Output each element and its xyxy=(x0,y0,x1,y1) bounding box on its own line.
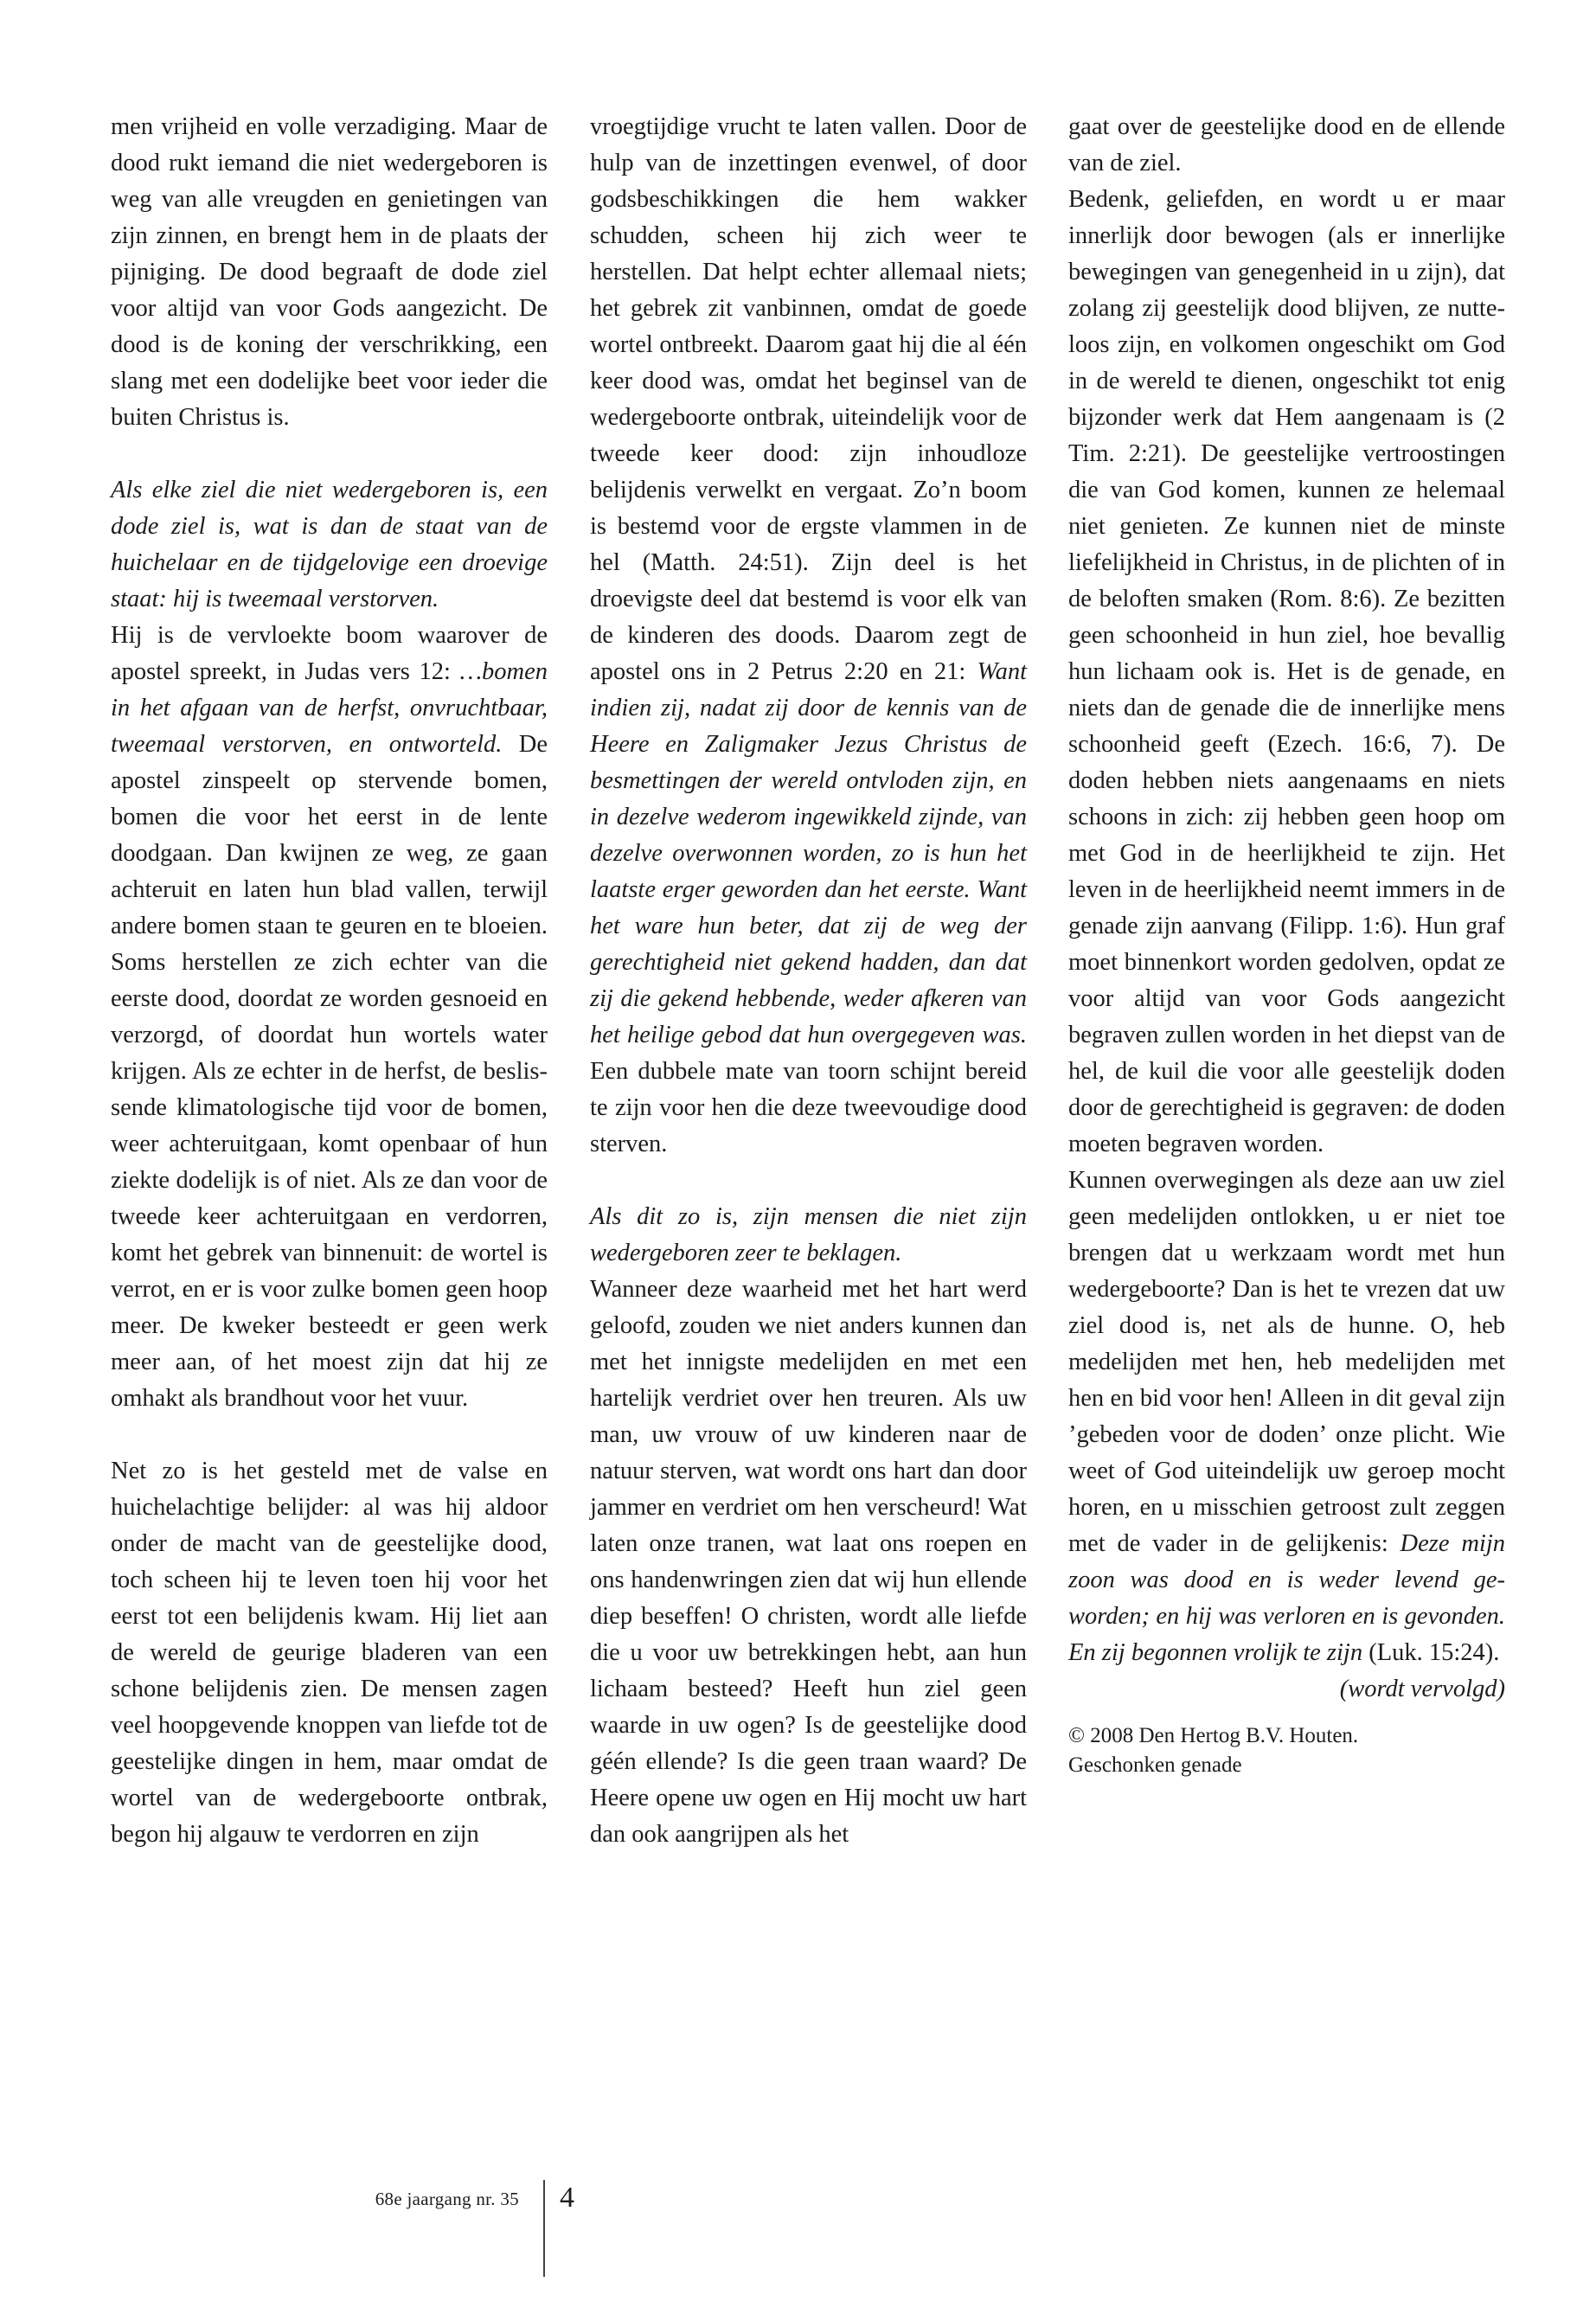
continued-note: (wordt vervolgd) xyxy=(1339,1676,1505,1702)
paragraph: Hij is de vervloekte boom waarover de apostel spreekt, in Judas vers 12: …bomen in het afgaan van de herfst, onvruchtbaar, tweemaal verstorven, en ontworteld. De apostel zinspeelt op stervende bomen, bomen die voor het eerst in de lente doodgaan. Dan kwijnen ze weg, ze gaan achteruit en laten hun blad vallen, terwijl andere bomen staan te geuren en te bloeien. Soms herstellen ze zich echter van die eerste dood, doordat ze worden gesnoeid en verzorgd, of doordat hun wortels water krijgen. Als ze echter in de herfst, de beslissende klimatologische tijd voor de bomen, weer achteruitgaan, komt openbaar of hun ziekte dodelijk is of niet. Als ze dan voor de tweede keer achteruitgaan en verdorren, komt het gebrek van binnenuit: de wortel is verrot, en er is voor zulke bomen geen hoop meer. De kweker besteedt er geen werk meer aan, of het moest zijn dat hij ze omhakt als brandhout voor het vuur. xyxy=(111,622,548,1412)
paragraph: Wanneer deze waarheid met het hart werd geloofd, zouden we niet anders kunnen dan met het innigste medelijden en met een hartelijk verdriet over hen treuren. Als uw man, uw vrouw of uw kinderen naar de natuur sterven, wat wordt ons hart dan door jammer en verdriet om hen verscheurd! Wat laten onze tranen, wat laat ons roepen en ons handenwringen zien dat wij hun ellende diep beseffen! O christen, wordt alle liefde die u voor uw betrekkingen hebt, aan hun lichaam besteed? Heeft hun ziel geen waarde in uw ogen? Is de geestelijke dood géén ellende? Is die geen traan waard? De Heere opene uw ogen en Hij mocht uw hart dan ook aangrijpen als het xyxy=(590,1276,1027,1848)
column-1 xyxy=(111,109,548,1853)
page-footer xyxy=(0,2180,1596,2284)
column-3-body xyxy=(1068,109,1505,1671)
paragraph: Net zo is het gesteld met de valse en huichelachtige belijder: al was hij aldoor onder de macht van de geestelijke dood, toch scheen hij te leven toen hij voor het eerst tot een belijdenis kwam. Hij liet aan de wereld de geurige bladeren van een schone belijdenis zien. De mensen zagen veel hoopgevende knoppen van liefde tot de geestelijke dingen in hem, maar omdat de wortel van de wedergeboorte ontbrak, begon hij algauw te verdorren en zijn xyxy=(111,1458,548,1848)
paragraph: Als elke ziel die niet wedergeboren is, een dode ziel is, wat is dan de staat van de huichelaar en de tijdgelovige een droevige staat: hij is tweemaal verstorven. xyxy=(111,477,548,612)
paragraph: gaat over de geestelijke dood en de ellende van de ziel. xyxy=(1068,113,1505,176)
paragraph: men vrijheid en volle verzadiging. Maar de dood rukt iemand die niet wedergeboren is weg van alle vreugden en genietingen van zijn zinnen, en brengt hem in de plaats der pijniging. De dood begraaft de dode ziel voor altijd van voor Gods aangezicht. De dood is de koning der verschrikking, een slang met een dodelijke beet voor ieder die buiten Christus is. xyxy=(111,113,548,431)
column-2 xyxy=(590,109,1027,1853)
paragraph: Kunnen overwegingen als deze aan uw ziel geen medelijden ontlokken, u er niet toe brengen dat u werkzaam wordt met hun wedergeboorte? Dan is het te vrezen dat uw ziel dood is, net als de hunne. O, heb medelijden met hen, heb medelijden met hen en bid voor hen! Alleen in dit geval zijn ’gebeden voor de doden’ onze plicht. Wie weet of God uiteindelijk uw geroep mocht horen, en u misschien getroost zult zeggen met de vader in de gelijkenis: Deze mijn zoon was dood en is weder levend geworden; en hij was verloren en is gevonden. En zij begonnen vrolijk te zijn (Luk. 15:24). xyxy=(1068,1167,1505,1666)
paragraph: Als dit zo is, zijn mensen die niet zijn wedergeboren zeer te beklagen. xyxy=(590,1203,1027,1266)
paragraph: Bedenk, geliefden, en wordt u er maar innerlijk door bewogen (als er innerlijke bewegingen van genegenheid in u zijn), dat zolang zij geestelijk dood blijven, ze nutteloos zijn, en volkomen ongeschikt om God in de wereld te dienen, ongeschikt tot enig bijzonder werk dat Hem aangenaam is (2 Tim. 2:21). De geestelijke vertroostingen die van God komen, kunnen ze helemaal niet genieten. Ze kunnen niet de minste liefelijkheid in Christus, in de plichten of in de beloften smaken (Rom. 8:6). Ze bezitten geen schoonheid in hun ziel, hoe bevallig hun lichaam ook is. Het is de genade, en niets dan de genade die de innerlijke mens schoonheid geeft (Ezech. 16:6, 7). De doden hebben niets aangenaams en niets schoons in zich: zij hebben geen hoop om met God in de heerlijkheid te zijn. Het leven in de heerlijkheid neemt immers in de genade zijn aanvang (Filipp. 1:6). Hun graf moet binnenkort worden gedolven, opdat ze voor altijd van voor Gods aangezicht begraven zullen worden in het diepst van de hel, de kuil die voor alle geestelijk doden door de gerechtigheid is gegraven: de doden moeten begraven worden. xyxy=(1068,186,1505,1157)
column-3 xyxy=(1068,109,1505,1780)
issue-label: 68e jaargang nr. 35 xyxy=(375,2189,519,2209)
copyright-line-2: Geschonken genade xyxy=(1068,1753,1242,1777)
footer-divider xyxy=(543,2180,545,2277)
page-number: 4 xyxy=(560,2182,574,2214)
paragraph: vroegtijdige vrucht te laten vallen. Door de hulp van de inzettingen evenwel, of door godsbeschikkingen die hem wakker schudden, scheen hij zich weer te herstellen. Dat helpt echter allemaal niets; het gebrek zit vanbinnen, omdat de goede wortel ontbreekt. Daarom gaat hij die al één keer dood was, omdat het beginsel van de wedergeboorte ontbrak, uiteindelijk voor de tweede keer dood: zijn inhoudloze belijdenis verwelkt en vergaat. Zo’n boom is bestemd voor de ergste vlammen in de hel (Matth. 24:51). Zijn deel is het droevigste deel dat bestemd is voor elk van de kinderen des doods. Daarom zegt de apostel ons in 2 Petrus 2:20 en 21: Want indien zij, nadat zij door de kennis van de Heere en Zaligmaker Jezus Christus de besmettingen der wereld ontvloden zijn, en in dezelve wederom ingewikkeld zijnde, van dezelve overwonnen worden, zo is hun het laatste erger geworden dan het eerste. Want het ware hun beter, dat zij de weg der gerechtigheid niet gekend hadden, dan dat zij die gekend hebbende, weder afkeren van het heilige gebod dat hun overgegeven was. Een dubbele mate van toorn schijnt bereid te zijn voor hen die deze tweevoudige dood sterven. xyxy=(590,113,1027,1157)
copyright-line-1: © 2008 Den Hertog B.V. Houten. xyxy=(1068,1724,1359,1747)
copyright-notice xyxy=(1068,1721,1505,1780)
